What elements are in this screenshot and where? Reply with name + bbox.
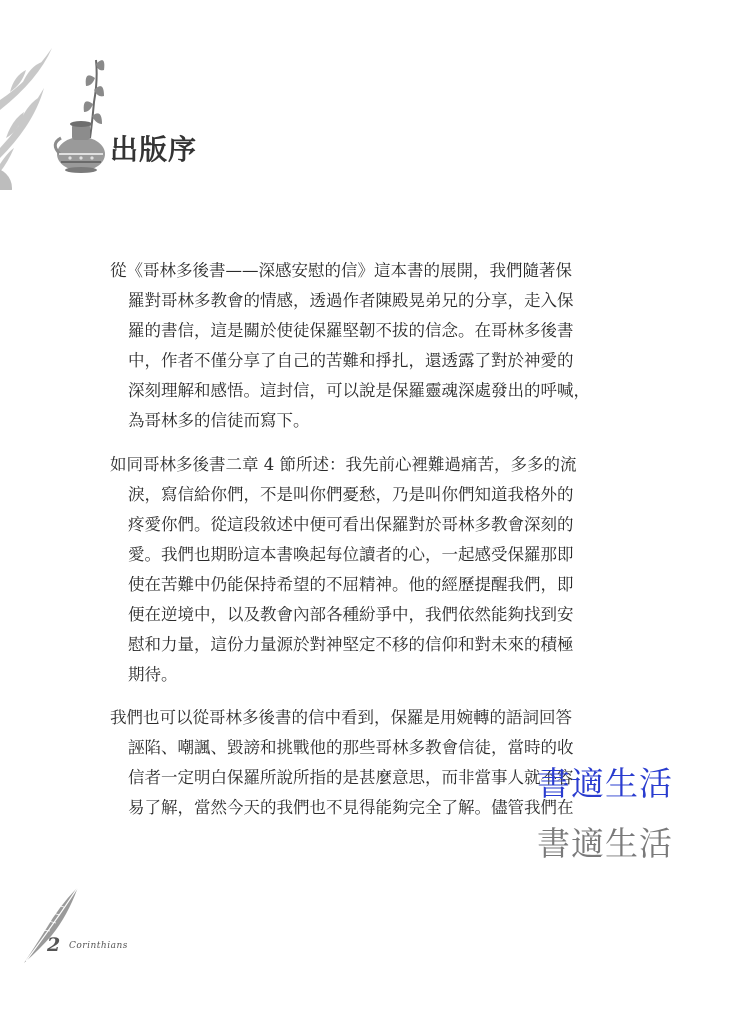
watermark-gray: 書適生活 xyxy=(537,824,673,863)
text-line: 中，作者不僅分享了自己的苦難和掙扎，還透露了對於神愛的 xyxy=(128,351,574,370)
text-line: 羅對哥林多教會的情感，透過作者陳殿晃弟兄的分享，走入保 xyxy=(128,291,574,310)
text-line: 慰和力量，這份力量源於對神堅定不移的信仰和對未來的積極 xyxy=(128,635,574,654)
watermark-blue: 書適生活 xyxy=(537,764,673,803)
text-line: 易了解，當然今天的我們也不見得能夠完全了解。儘管我們在 xyxy=(128,798,574,817)
text-line: 疼愛你們。從這段敘述中便可看出保羅對於哥林多教會深刻的 xyxy=(128,515,574,534)
text-line: 從《哥林多後書——深感安慰的信》這本書的展開，我們隨著保 xyxy=(110,261,572,280)
text-line: 我們也可以從哥林多後書的信中看到，保羅是用婉轉的語詞回答 xyxy=(110,708,572,727)
text-line: 羅的書信，這是關於使徒保羅堅韌不拔的信念。在哥林多後書 xyxy=(128,321,574,340)
running-title: Corinthians xyxy=(69,941,128,951)
page-title: 出版序 xyxy=(110,133,198,166)
paragraph-1 xyxy=(110,256,630,436)
text-line: 使在苦難中仍能保持希望的不屈精神。他的經歷提醒我們，即 xyxy=(128,575,574,594)
text-line: 信者一定明白保羅所說所指的是甚麼意思，而非當事人就不容 xyxy=(128,768,574,787)
text-line: 便在逆境中，以及教會內部各種紛爭中，我們依然能夠找到安 xyxy=(128,605,574,624)
text-line: 誣陷、嘲諷、毀謗和挑戰他的那些哥林多教會信徒，當時的收 xyxy=(128,738,574,757)
paragraph-2 xyxy=(110,450,630,690)
text-line: 為哥林多的信徒而寫下。 xyxy=(128,411,310,430)
text-line: 淚，寫信給你們，不是叫你們憂愁，乃是叫你們知道我格外的 xyxy=(128,485,574,504)
vase-icon xyxy=(52,118,110,174)
text-line: 如同哥林多後書二章 4 節所述：我先前心裡難過痛苦，多多的流 xyxy=(110,455,577,474)
text-line: 愛。我們也期盼這本書喚起每位讀者的心，一起感受保羅那即 xyxy=(128,545,574,564)
text-line: 深刻理解和感悟。這封信，可以說是保羅靈魂深處發出的呼喊， xyxy=(128,381,590,400)
text-line: 期待。 xyxy=(128,665,178,684)
page-number: 2 xyxy=(47,934,61,956)
